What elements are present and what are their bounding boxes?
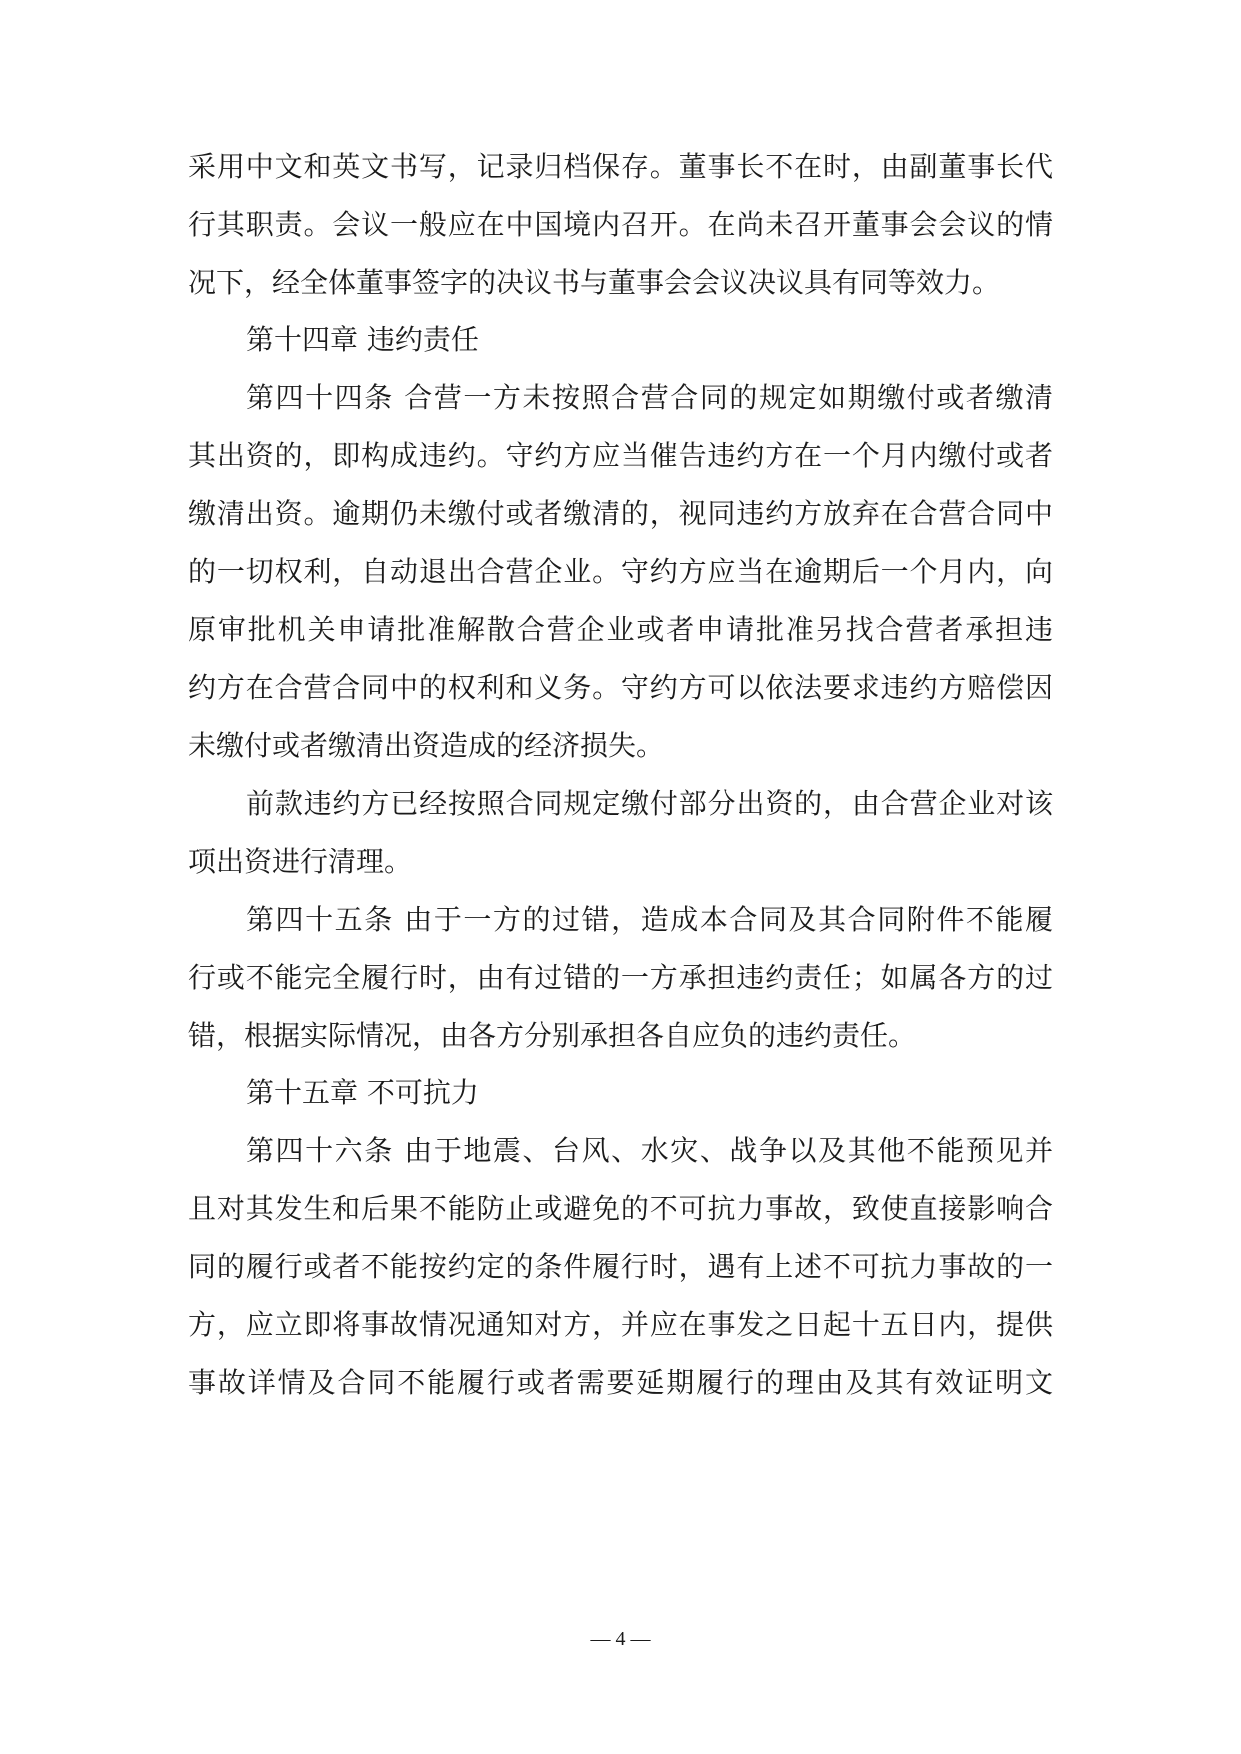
text-line: 其出资的，即构成违约。守约方应当催告违约方在一个月内缴付或者	[188, 439, 1053, 472]
page-number: — 4 —	[590, 1628, 651, 1650]
text-line: 方，应立即将事故情况通知对方，并应在事发之日起十五日内，提供	[188, 1308, 1053, 1341]
text-line: 同的履行或者不能按约定的条件履行时，遇有上述不可抗力事故的一	[188, 1250, 1053, 1283]
article-line: 第四十六条 由于地震、台风、水灾、战争以及其他不能预见并	[246, 1134, 1053, 1167]
text-line: 错，根据实际情况，由各方分别承担各自应负的违约责任。	[188, 1019, 917, 1052]
article-line: 第四十五条 由于一方的过错，造成本合同及其合同附件不能履	[246, 903, 1053, 936]
text-line: 缴清出资。逾期仍未缴付或者缴清的，视同违约方放弃在合营合同中	[188, 497, 1053, 530]
text-line: 行其职责。会议一般应在中国境内召开。在尚未召开董事会会议的情	[188, 208, 1053, 241]
text-line: 行或不能完全履行时，由有过错的一方承担违约责任；如属各方的过	[188, 961, 1053, 994]
text-line: 采用中文和英文书写，记录归档保存。董事长不在时，由副董事长代	[188, 150, 1053, 183]
article-line: 第四十四条 合营一方未按照合营合同的规定如期缴付或者缴清	[246, 381, 1053, 414]
text-line: 且对其发生和后果不能防止或避免的不可抗力事故，致使直接影响合	[188, 1192, 1053, 1225]
chapter-heading: 第十四章 违约责任	[246, 323, 479, 356]
text-line: 约方在合营合同中的权利和义务。守约方可以依法要求违约方赔偿因	[188, 671, 1053, 704]
text-line: 项出资进行清理。	[188, 845, 413, 878]
text-line: 未缴付或者缴清出资造成的经济损失。	[188, 729, 665, 762]
text-line: 事故详情及合同不能履行或者需要延期履行的理由及其有效证明文	[188, 1366, 1053, 1399]
text-line: 况下，经全体董事签字的决议书与董事会会议决议具有同等效力。	[188, 266, 1001, 299]
chapter-heading: 第十五章 不可抗力	[246, 1076, 479, 1109]
text-line: 原审批机关申请批准解散合营企业或者申请批准另找合营者承担违	[188, 613, 1053, 646]
paragraph-line: 前款违约方已经按照合同规定缴付部分出资的，由合营企业对该	[246, 787, 1053, 820]
text-line: 的一切权利，自动退出合营企业。守约方应当在逾期后一个月内，向	[188, 555, 1053, 588]
